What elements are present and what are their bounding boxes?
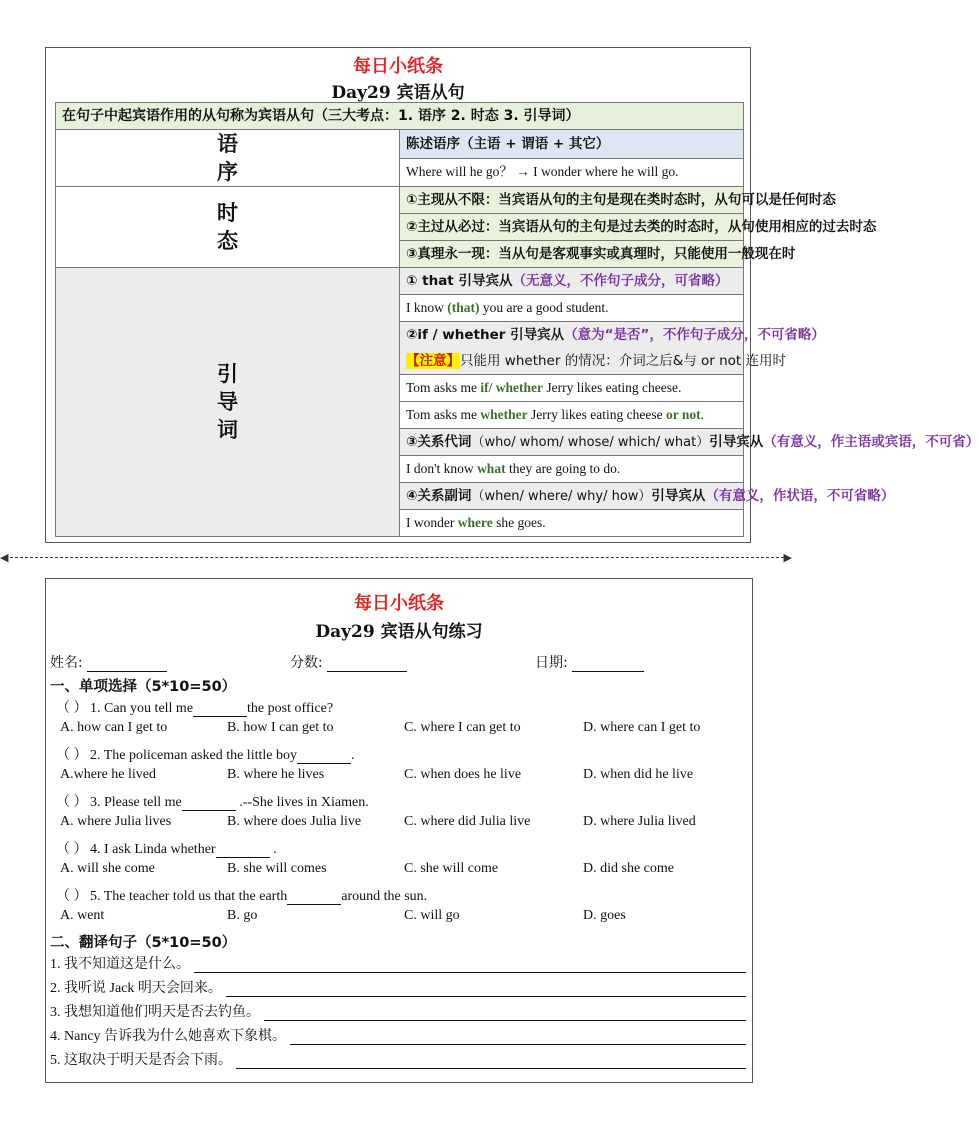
translation-prompt: 5. 这取决于明天是否会下雨。 (50, 1053, 232, 1068)
option-a[interactable]: A. went (60, 908, 105, 923)
grammar-card (45, 47, 979, 543)
cut-arrow-left-icon: ◀ (0, 551, 9, 564)
answer-line[interactable] (290, 1031, 746, 1045)
question-text: around the sun. (341, 889, 428, 904)
if-whether-heading (400, 322, 825, 349)
if-example-1 (400, 375, 744, 402)
category-tense: 时 态 (56, 187, 400, 268)
question-text: 5. The teacher told us that the earth (90, 889, 288, 904)
answer-line[interactable] (226, 983, 746, 997)
question-1 (56, 697, 333, 717)
name-field[interactable] (50, 652, 167, 672)
rel-heading-label: ③关系代词 (406, 433, 472, 450)
answer-blank (297, 749, 351, 764)
card-brand: 每日小纸条 (354, 593, 444, 614)
ex-keyword: what (477, 461, 506, 476)
translation-prompt: 4. Nancy 告诉我为什么她喜欢下象棋。 (50, 1029, 287, 1044)
option-c[interactable]: C. where I can get to (404, 720, 521, 735)
answer-line[interactable] (236, 1055, 746, 1069)
if-heading-label: ②if / whether 引导宾从 (406, 327, 565, 343)
option-b[interactable]: B. where he lives (227, 767, 325, 782)
translation-item-1[interactable] (50, 953, 746, 973)
option-c[interactable]: C. where did Julia live (404, 814, 531, 829)
score-label: 分数: (290, 655, 323, 671)
translation-prompt: 3. 我想知道他们明天是否去钓鱼。 (50, 1005, 260, 1020)
option-a[interactable]: A.where he lived (60, 767, 157, 782)
date-field[interactable] (535, 652, 644, 672)
option-b[interactable]: B. go (227, 908, 258, 923)
translation-item-3[interactable] (50, 1001, 746, 1021)
relative-adverb-heading (400, 483, 895, 510)
translation-item-4[interactable] (50, 1025, 746, 1045)
section-translation: 二、翻译句子（5*10=50） (50, 935, 237, 951)
answer-blank (216, 843, 270, 858)
notice-tag: 【注意】 (406, 353, 460, 369)
question-text: 4. I ask Linda whether (90, 842, 216, 857)
category-introducers: 引 导 词 (56, 268, 400, 537)
answer-bracket[interactable]: （ ） (56, 889, 88, 904)
answer-blank (287, 890, 341, 905)
ex-text: I wonder (406, 515, 458, 530)
ex-text: Jerry likes eating cheese (527, 407, 666, 422)
ex-text: Jerry likes eating cheese. (543, 380, 682, 395)
rel-words: （who/ whom/ whose/ which/ what） (471, 434, 710, 450)
answer-bracket[interactable]: （ ） (56, 748, 88, 763)
section-multiple-choice: 一、单项选择（5*10=50） (50, 679, 237, 695)
cut-line (10, 557, 784, 558)
tense-rule-1: ①主现从不限：当宾语从句的主句是现在类时态时，从句可以是任何时态 (400, 187, 744, 214)
ex-keyword: (that) (447, 300, 480, 315)
translation-item-5[interactable] (50, 1049, 746, 1069)
intro-row: 在句子中起宾语作用的从句称为宾语从句（三大考点：1. 语序 2. 时态 3. 引导词） (56, 103, 744, 130)
answer-bracket[interactable]: （ ） (56, 701, 88, 716)
answer-bracket[interactable]: （ ） (56, 842, 88, 857)
score-field[interactable] (290, 652, 407, 672)
option-c[interactable]: C. will go (404, 908, 460, 923)
question-5 (56, 885, 427, 905)
notice-text: 只能用 whether 的情况：介词之后&与 or not 连用时 (460, 353, 787, 369)
option-d[interactable]: D. where Julia lived (583, 814, 696, 829)
cut-arrow-right-icon: ▶ (783, 551, 792, 564)
tense-rule-2: ②主过从必过：当宾语从句的主句是过去类的时态时，从句使用相应的过去时态 (400, 214, 744, 241)
ex-text: . (700, 407, 705, 422)
translation-prompt: 2. 我听说 Jack 明天会回来。 (50, 981, 222, 996)
ex-text: I know (406, 300, 448, 315)
ex-keyword: if/ whether (480, 380, 544, 395)
card-title: Day29 宾语从句 (331, 83, 465, 103)
card-title: Day29 宾语从句练习 (315, 622, 483, 642)
question-text: .--She lives in Xiamen. (235, 795, 369, 810)
tense-rule-3: ③真理永一现：当从句是客观事实或真理时，只能使用一般现在时 (400, 241, 744, 268)
question-2 (56, 744, 354, 764)
answer-line[interactable] (194, 959, 746, 973)
if-example-2 (400, 402, 744, 429)
option-a[interactable]: A. will she come (60, 861, 155, 876)
option-d[interactable]: D. when did he live (583, 767, 694, 782)
ex-keyword: whether (480, 407, 528, 422)
category-word-order: 语 序 (56, 130, 400, 187)
word-order-rule: 陈述语序（主语 + 谓语 + 其它） (400, 130, 744, 159)
score-blank[interactable] (327, 657, 407, 672)
adv-note: （有意义，作状语，不可省略） (705, 487, 895, 504)
translation-item-2[interactable] (50, 977, 746, 997)
adv-words: （when/ where/ why/ how） (471, 488, 652, 504)
option-b[interactable]: B. she will comes (227, 861, 327, 876)
answer-blank (193, 702, 247, 717)
notice-row (400, 348, 787, 375)
question-4 (56, 838, 277, 858)
option-b[interactable]: B. how I can get to (227, 720, 334, 735)
adv-heading-label: ④关系副词 (406, 487, 472, 504)
relative-pronoun-example (400, 456, 744, 483)
ex-text: I don't know (406, 461, 478, 476)
rel-note: （有意义，作主语或宾语，不可省） (763, 433, 979, 450)
exercise-card (45, 578, 753, 1083)
ex-text: Tom asks me (406, 407, 481, 422)
relative-pronoun-heading (400, 429, 979, 456)
relative-adverb-example (400, 510, 744, 537)
date-label: 日期: (535, 655, 568, 671)
option-b[interactable]: B. where does Julia live (227, 814, 362, 829)
rel-heading-label-2: 引导宾从 (709, 433, 764, 450)
question-text: 3. Please tell me (90, 795, 182, 810)
ex-text: she goes. (492, 515, 546, 530)
that-note: （无意义，不作句子成分，可省略） (512, 273, 729, 289)
name-label: 姓名: (50, 655, 83, 671)
name-blank[interactable] (87, 657, 167, 672)
if-note: （意为“是否”，不作句子成分，不可省略） (564, 327, 825, 343)
date-blank[interactable] (572, 657, 644, 672)
question-text: 1. Can you tell me (90, 701, 194, 716)
ex-text: Tom asks me (406, 380, 481, 395)
question-text: . (350, 748, 355, 763)
that-heading (400, 268, 744, 295)
question-text: 2. The policeman asked the little boy (90, 748, 297, 763)
answer-bracket[interactable]: （ ） (56, 795, 88, 810)
answer-blank (182, 796, 236, 811)
card-brand: 每日小纸条 (353, 56, 443, 77)
option-d[interactable]: D. did she come (583, 861, 674, 876)
option-a[interactable]: A. where Julia lives (60, 814, 172, 829)
ex-text: you are a good student. (479, 300, 609, 315)
option-c[interactable]: C. when does he live (404, 767, 522, 782)
question-3 (56, 791, 369, 811)
that-example (400, 295, 744, 322)
ex-keyword: where (457, 515, 493, 530)
ex-text: they are going to do. (505, 461, 621, 476)
rules-table (55, 102, 979, 537)
option-d[interactable]: D. goes (583, 908, 626, 923)
question-text: . (269, 842, 277, 857)
ex-keyword: or not (666, 407, 701, 422)
adv-heading-label-2: 引导宾从 (651, 487, 706, 504)
option-c[interactable]: C. she will come (404, 861, 499, 876)
word-order-example: Where will he go？ → I wonder where he will go. (400, 158, 744, 187)
option-a[interactable]: A. how can I get to (60, 720, 168, 735)
that-heading-label: ① that 引导宾从 (406, 273, 513, 289)
translation-prompt: 1. 我不知道这是什么。 (50, 957, 190, 972)
question-text: the post office? (247, 701, 334, 716)
answer-line[interactable] (264, 1007, 746, 1021)
option-d[interactable]: D. where can I get to (583, 720, 701, 735)
